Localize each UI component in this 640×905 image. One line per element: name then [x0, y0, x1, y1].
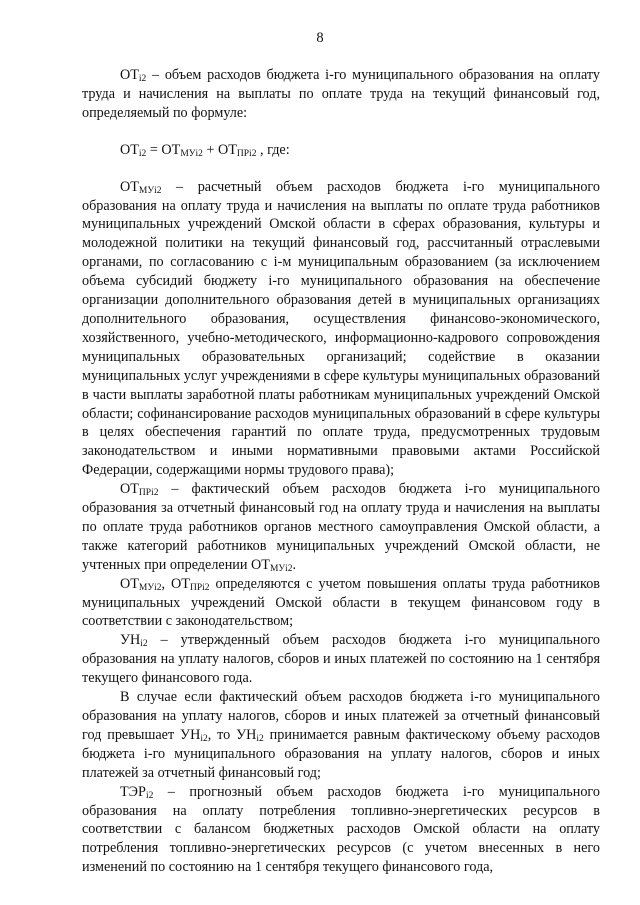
formula-line [82, 141, 600, 160]
body-paragraph [82, 783, 600, 878]
paragraph-text: УН [120, 632, 141, 649]
paragraph-text: . [292, 556, 297, 573]
subscript: i2 [140, 639, 148, 650]
paragraph-text: В случае если фактический объем расходов бюджета i-го муниципального образования на уплату налогов, сборов и иных платежей за отчетный финансовый год превышает УН [82, 689, 600, 743]
paragraph-text: определяются с учетом повышения оплаты труда работников муниципальных учреждений Омской области в текущем финансовом году в соответствии с законодательством; [82, 575, 600, 630]
subscript: i2 [138, 74, 147, 84]
body-paragraph [82, 575, 600, 632]
subscript: ПРi2 [236, 148, 257, 159]
document-body [82, 66, 600, 877]
paragraph-text: – фактический объем расходов бюджета i-го муниципального образования за отчетный финансовый год на оплату труда и начисления на выплаты по оплате труда работников органов местного самоуправления Омской области, а также категорий работников муниципальных учреждений Омской области, не учтенных при определении ОТ [82, 481, 600, 573]
paragraph-text: – объем расходов бюджета i-го муниципального образования на оплату труда и начисления на выплаты по оплате труда на текущий финансовый год, определяемый по формуле: [82, 67, 600, 121]
paragraph-text: ОТ [120, 575, 139, 592]
paragraph-text: , где: [256, 141, 290, 158]
body-paragraph [82, 688, 600, 783]
subscript: МУi2 [269, 563, 293, 574]
paragraph-text: ОТ [120, 178, 139, 195]
paragraph-text: – расчетный объем расходов бюджета i-го муниципального образования на оплату труда и начисления на выплаты по оплате труда работников муниципальных учреждений Омской области в сферах образования, культуры и молодежной политики на текущий финансовый год, рассчитанный отраслевыми органами, по согласованию с i-м муниципальным образованием (за исключением объема субсидий бюджету i-го муниципального образования на обеспечение организации дополнительного образования детей в муниципальных организациях дополнительного образования, осуществления финансово-экономического, хозяйственного, учебно-методического, информационно-кадрового сопровождения муниципальных образовательных организаций; содействие в оказании муниципальных услуг учреждениями в сфере культуры муниципальных образований в части выплаты заработной платы работникам муниципальных учреждений Омской области; софинансирование расходов муниципальных образований в сфере культуры в целях обеспечения гарантий по оплате труда, предусмотренных трудовым законодательством и иными нормативными правовыми актами Российской Федерации, содержащими нормы трудового права); [82, 178, 600, 479]
paragraph-text: ТЭР [120, 783, 146, 800]
subscript: ПРi2 [189, 582, 210, 593]
subscript: i2 [256, 733, 264, 744]
paragraph-text: , то УН [207, 726, 257, 743]
body-paragraph [82, 480, 600, 575]
page-number: 8 [316, 30, 324, 46]
paragraph-text: = ОТ [146, 141, 181, 158]
body-paragraph [82, 631, 600, 688]
paragraph-text: ОТ [120, 67, 139, 83]
paragraph-text: – утвержденный объем расходов бюджета i-го муниципального образования на уплату налогов, сборов и иных платежей по состоянию на 1 сентября текущего финансового года. [82, 632, 600, 687]
paragraph-text: – прогнозный объем расходов бюджета i-го муниципального образования на оплату потребления топливно-энергетических ресурсов в соответствии с балансом бюджетных расходов Омской области на оплату потребления топливно-энергетических ресурсов (с учетом внесенных в него изменений по состоянию на 1 сентября текущего финансового года, [82, 783, 600, 876]
subscript: i2 [200, 733, 208, 744]
subscript: МУi2 [138, 582, 162, 593]
subscript: МУi2 [138, 185, 162, 196]
body-paragraph [82, 178, 600, 481]
paragraph-text: принимается равным фактическому объему расходов бюджета i-го муниципального образования на уплату налогов, сборов и иных платежей за отчетный финансовый год; [82, 726, 600, 781]
paragraph-text: ОТ [120, 141, 139, 158]
subscript: i2 [138, 148, 147, 159]
subscript: ПРi2 [138, 488, 159, 499]
paragraph-text: , ОТ [161, 575, 190, 592]
paragraph-text: + ОТ [202, 141, 237, 158]
subscript: i2 [145, 790, 154, 801]
subscript: МУi2 [180, 148, 203, 159]
body-paragraph [82, 66, 600, 123]
paragraph-text: ОТ [120, 481, 139, 498]
